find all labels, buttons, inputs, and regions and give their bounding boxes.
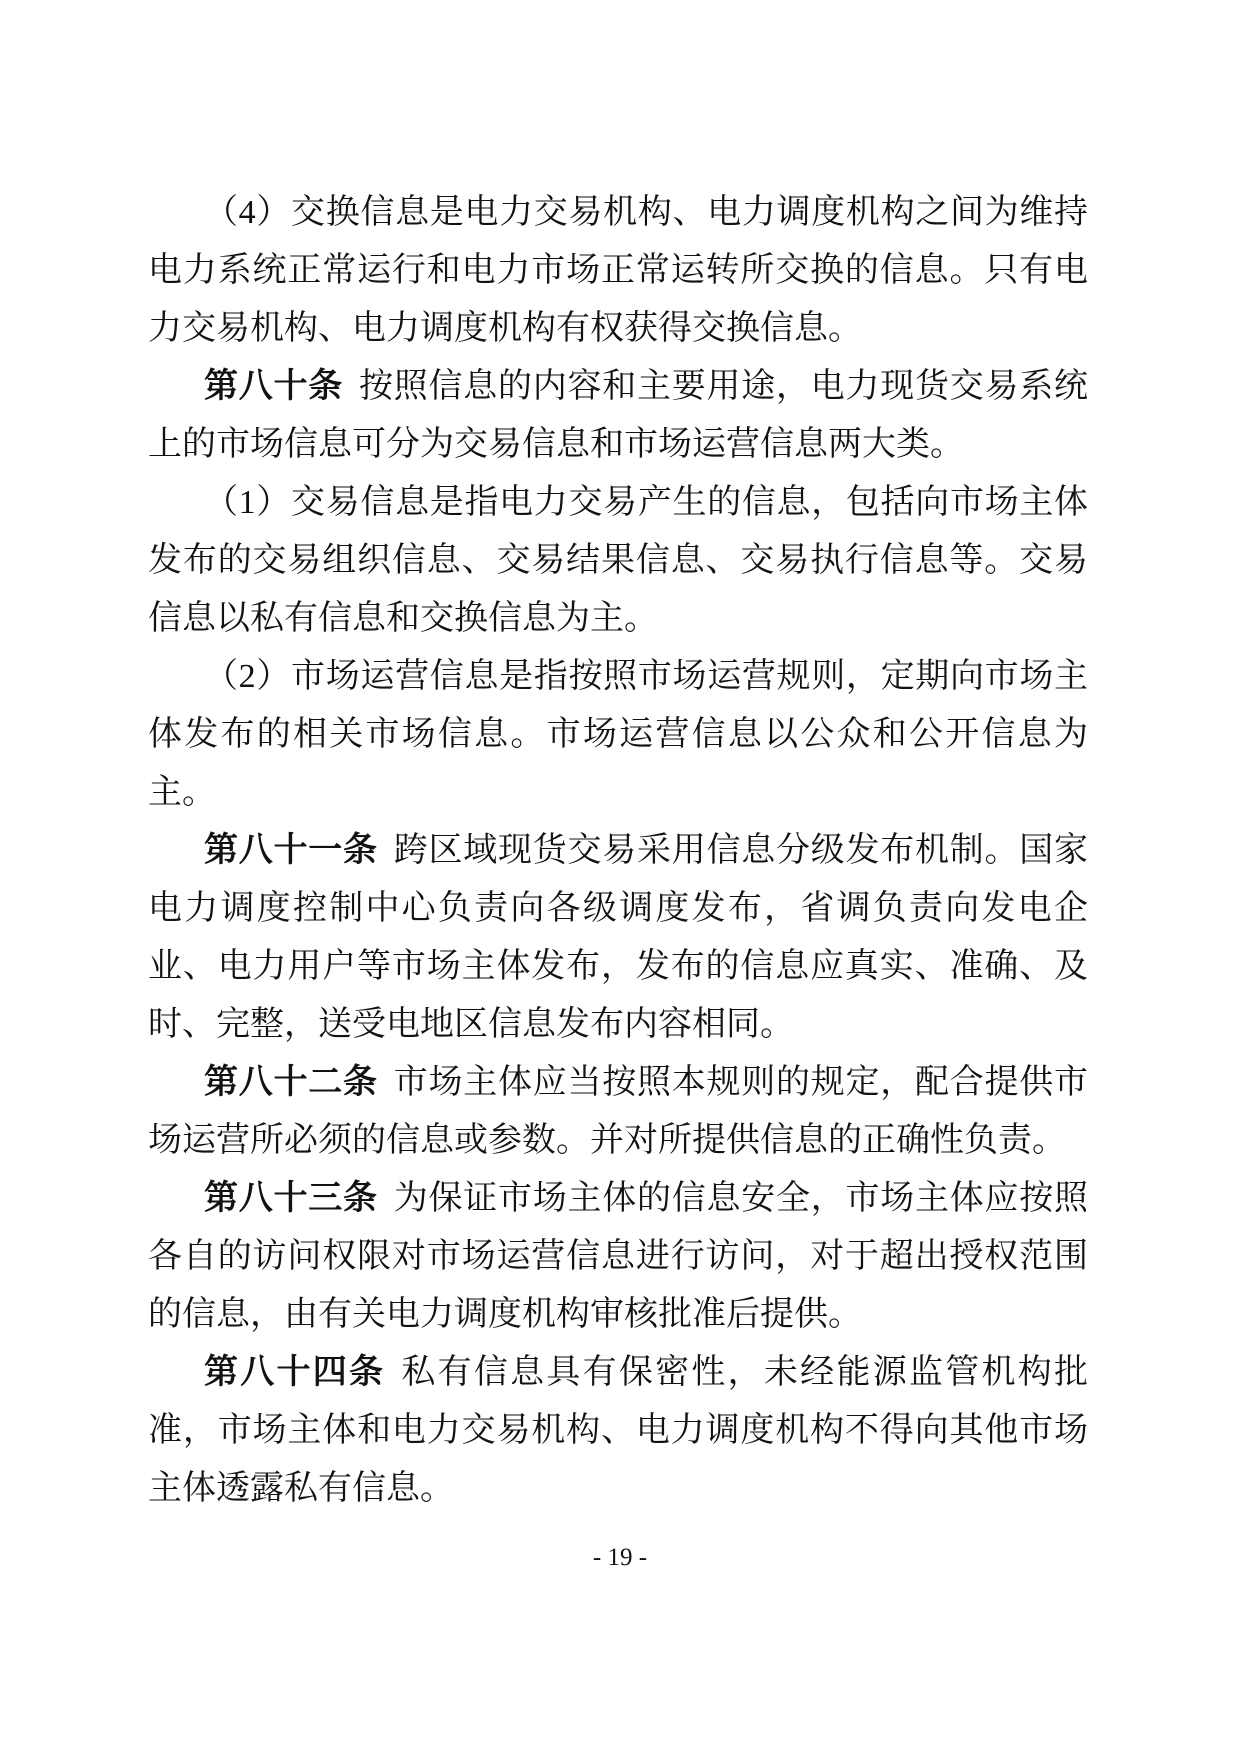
- paragraph: [148, 358, 1088, 474]
- article-number: 第八十条: [204, 368, 343, 405]
- paragraph-text: 按照信息的内容和主要用途，电力现货交易系统上的市场信息可分为交易信息和市场运营信息两大类。: [148, 368, 1088, 463]
- article-number: 第八十三条: [204, 1180, 378, 1217]
- paragraph-text: 跨区域现货交易采用信息分级发布机制。国家电力调度控制中心负责向各级调度发布，省调负责向发电企业、电力用户等市场主体发布，发布的信息应真实、准确、及时、完整，送受电地区信息发布内容相同。: [148, 832, 1088, 1043]
- paragraph: [148, 474, 1088, 648]
- paragraph-text: 为保证市场主体的信息安全，市场主体应按照各自的访问权限对市场运营信息进行访问，对于超出授权范围的信息，由有关电力调度机构审核批准后提供。: [148, 1180, 1088, 1333]
- page-number: - 19 -: [592, 1544, 648, 1571]
- paragraph-text: 市场主体应当按照本规则的规定，配合提供市场运营所必须的信息或参数。并对所提供信息的正确性负责。: [148, 1064, 1088, 1159]
- paragraph-text: （2）市场运营信息是指按照市场运营规则，定期向市场主体发布的相关市场信息。市场运营信息以公众和公开信息为主。: [148, 658, 1088, 811]
- article-number: 第八十二条: [204, 1064, 378, 1101]
- paragraph: [148, 1054, 1088, 1170]
- paragraph: [148, 1170, 1088, 1344]
- paragraph-text: （4）交换信息是电力交易机构、电力调度机构之间为维持电力系统正常运行和电力市场正常运转所交换的信息。只有电力交易机构、电力调度机构有权获得交换信息。: [148, 194, 1088, 347]
- paragraph: [148, 822, 1088, 1054]
- article-number: 第八十四条: [204, 1354, 386, 1391]
- article-number: 第八十一条: [204, 832, 378, 869]
- paragraph: [148, 184, 1088, 358]
- paragraph: [148, 1344, 1088, 1518]
- paragraph: [148, 648, 1088, 822]
- paragraph-text: 私有信息具有保密性，未经能源监管机构批准，市场主体和电力交易机构、电力调度机构不得向其他市场主体透露私有信息。: [148, 1354, 1089, 1507]
- paragraph-text: （1）交易信息是指电力交易产生的信息，包括向市场主体发布的交易组织信息、交易结果信息、交易执行信息等。交易信息以私有信息和交换信息为主。: [148, 484, 1088, 637]
- document-content: [148, 184, 1088, 1518]
